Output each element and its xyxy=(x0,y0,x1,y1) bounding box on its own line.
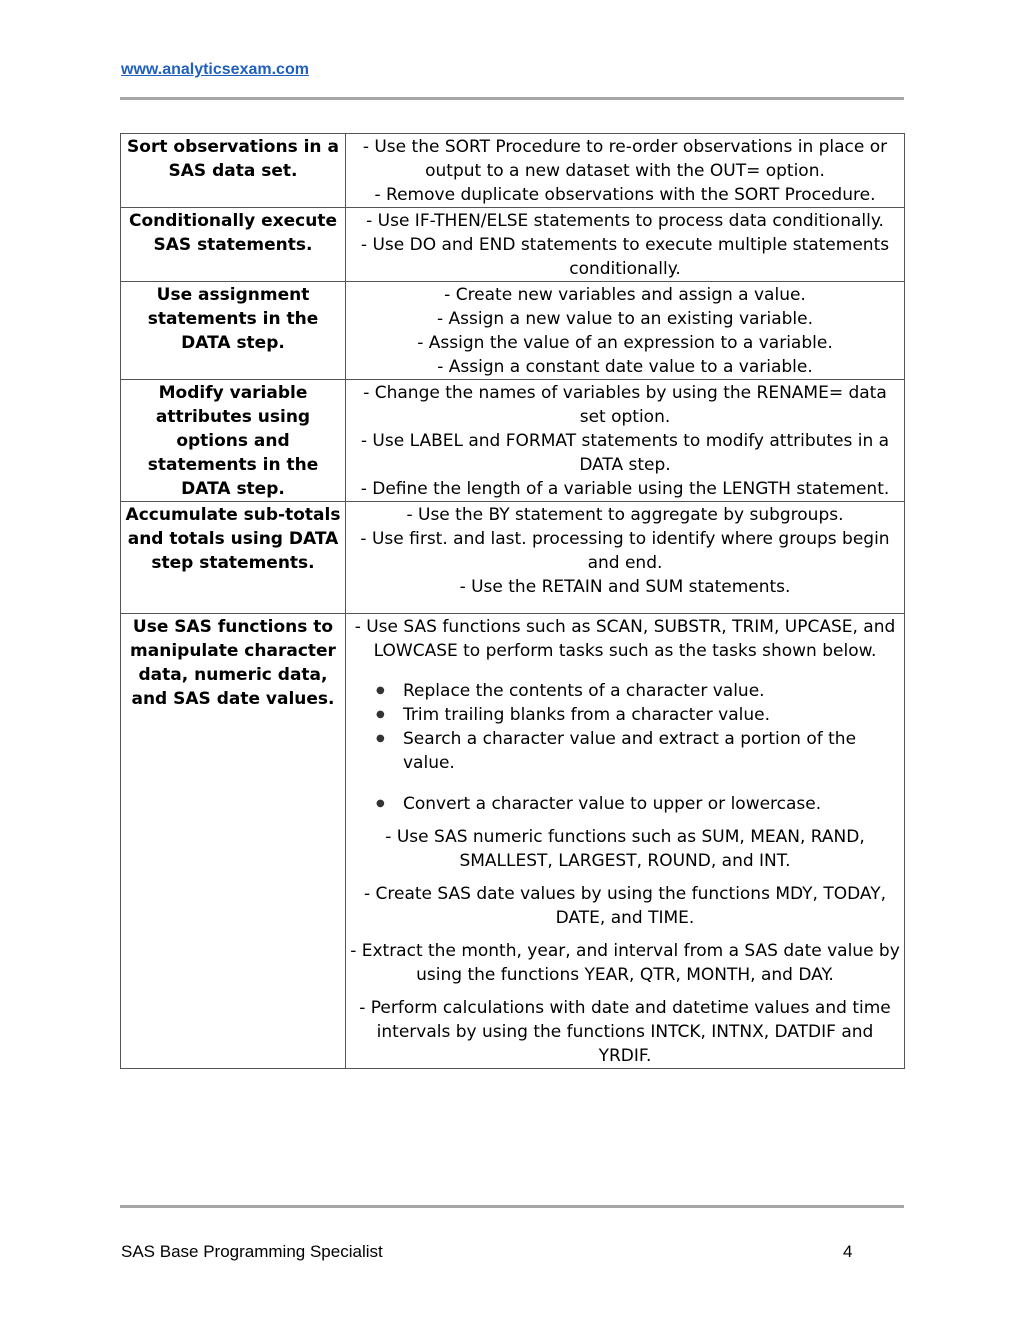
topic-cell: Use SAS functions to manipulate character data, numeric data, and SAS date values. xyxy=(121,614,346,1069)
description-line: - Use IF-THEN/ELSE statements to process data conditionally. xyxy=(366,211,884,231)
description-line: - Remove duplicate observations with the SORT Procedure. xyxy=(374,185,876,205)
list-item: ● Replace the contents of a character value. xyxy=(348,679,902,703)
table-row xyxy=(121,282,905,380)
description-cell xyxy=(346,614,905,1069)
description-line: - Assign the value of an expression to a variable. xyxy=(417,333,833,353)
table-row xyxy=(121,502,905,614)
topic-cell: Sort observations in a SAS data set. xyxy=(121,134,346,208)
description-line: - Use the RETAIN and SUM statements. xyxy=(459,577,791,597)
description-cell xyxy=(346,502,905,614)
description-line: - Create SAS date values by using the functions MDY, TODAY, DATE, and TIME. xyxy=(363,884,887,928)
header-divider xyxy=(120,97,904,100)
description-cell xyxy=(346,380,905,502)
table-row xyxy=(121,208,905,282)
list-item: ● Convert a character value to upper or lowercase. xyxy=(348,792,902,816)
header-url-link[interactable]: www.analyticsexam.com xyxy=(121,61,309,78)
description-cell xyxy=(346,134,905,208)
description-line: - Use the SORT Procedure to re-order observations in place or output to a new dataset with the OUT= option. xyxy=(362,137,888,181)
description-cell xyxy=(346,282,905,380)
description-line: - Define the length of a variable using the LENGTH statement. xyxy=(360,479,890,499)
description-line: - Perform calculations with date and datetime values and time intervals by using the functions INTCK, INTNX, DATDIF and YRDIF. xyxy=(359,998,891,1066)
page-number: 4 xyxy=(843,1242,853,1261)
description-cell xyxy=(346,208,905,282)
topic-cell: Accumulate sub-totals and totals using DATA step statements. xyxy=(121,502,346,614)
description-line: - Use first. and last. processing to identify where groups begin and end. xyxy=(360,529,890,573)
topic-cell: Conditionally execute SAS statements. xyxy=(121,208,346,282)
description-line: - Use SAS functions such as SCAN, SUBSTR, TRIM, UPCASE, and LOWCASE to perform tasks such as the tasks shown below. xyxy=(354,617,896,661)
list-item: ● Trim trailing blanks from a character value. xyxy=(348,703,902,727)
objectives-table xyxy=(120,133,905,1069)
list-item: ● Search a character value and extract a portion of the value. xyxy=(348,727,902,775)
footer-divider xyxy=(120,1205,904,1208)
table-row xyxy=(121,380,905,502)
description-line: - Use DO and END statements to execute multiple statements conditionally. xyxy=(360,235,890,279)
description-line: - Create new variables and assign a value. xyxy=(444,285,806,305)
description-line: - Use LABEL and FORMAT statements to modify attributes in a DATA step. xyxy=(360,431,890,475)
bullet-list xyxy=(348,679,902,775)
description-line: - Extract the month, year, and interval from a SAS date value by using the functions YEAR, QTR, MONTH, and DAY. xyxy=(350,941,900,985)
table-row xyxy=(121,614,905,1069)
description-line: - Assign a new value to an existing variable. xyxy=(437,309,813,329)
description-line: - Change the names of variables by using the RENAME= data set option. xyxy=(363,383,887,427)
description-line: - Use SAS numeric functions such as SUM, MEAN, RAND, SMALLEST, LARGEST, ROUND, and INT. xyxy=(385,827,865,871)
bullet-list xyxy=(348,792,902,816)
topic-cell: Use assignment statements in the DATA step. xyxy=(121,282,346,380)
table-row xyxy=(121,134,905,208)
description-line: - Assign a constant date value to a variable. xyxy=(437,357,813,377)
description-line: - Use the BY statement to aggregate by subgroups. xyxy=(406,505,844,525)
topic-cell: Modify variable attributes using options and statements in the DATA step. xyxy=(121,380,346,502)
footer-title: SAS Base Programming Specialist xyxy=(121,1242,383,1261)
